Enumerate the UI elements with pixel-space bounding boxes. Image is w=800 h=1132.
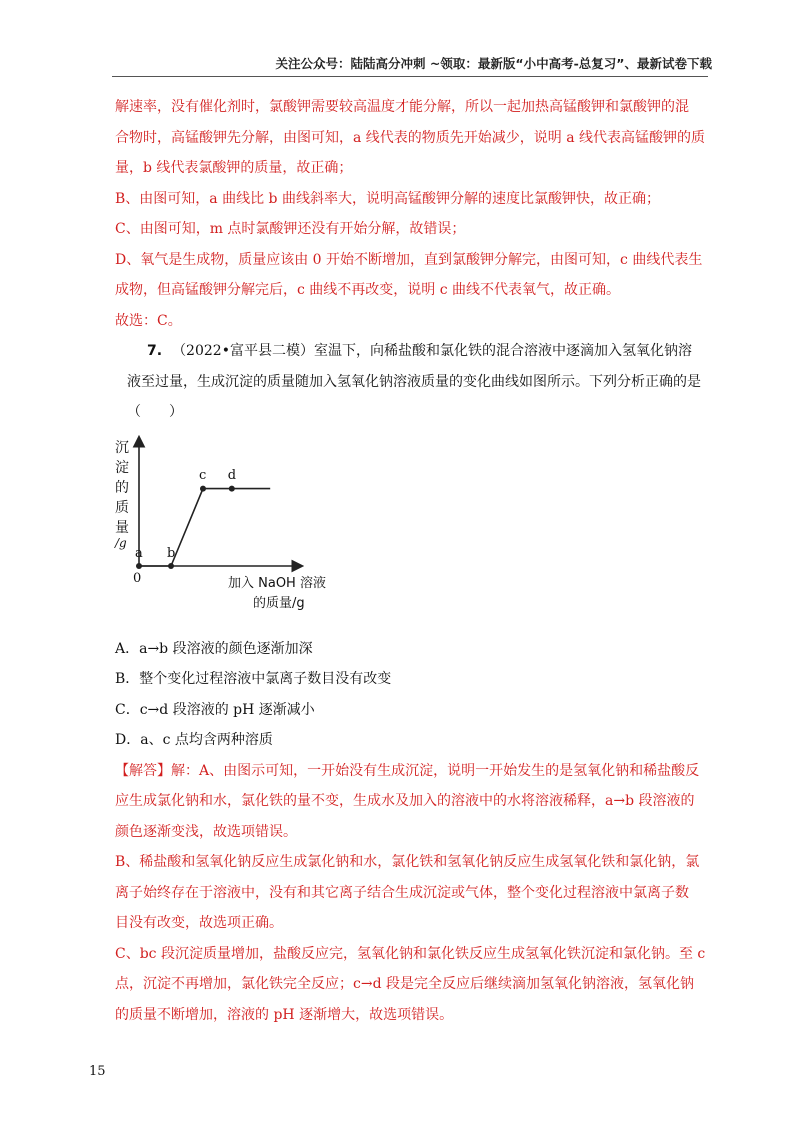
analysis-line: 解速率，没有催化剂时，氯酸钾需要较高温度才能分解，所以一起加热高锰酸钾和氯酸钾的混	[115, 99, 689, 115]
page-header: 关注公众号：陆陆高分冲刺 ~领取：最新版“小中高考-总复习”、最新试卷下载	[275, 56, 712, 71]
analysis-line: 合物时，高锰酸钾先分解，由图可知，a 线代表的物质先开始减少，说明 a 线代表高锰酸钾的质	[115, 129, 706, 146]
y-axis-label: 沉淀的质量	[115, 439, 129, 536]
y-axis-unit: /g	[115, 535, 127, 550]
solution-line: 离子始终存在于溶液中，没有和其它离子结合生成沉淀或气体，整个变化过程溶液中氯离子数	[115, 884, 689, 901]
analysis-line: 量，b 线代表氯酸钾的质量，故正确；	[115, 160, 353, 176]
solution-line: 应生成氯化钠和水，氯化铁的量不变，生成水及加入的溶液中的水将溶液稀释，a→b 段溶液的	[115, 793, 695, 809]
analysis-answer: 故选：C。	[115, 312, 182, 329]
point-label-b: b	[167, 545, 176, 561]
data-point-b	[168, 563, 174, 569]
solution-text: 解：A、由图示可知，一开始没有生成沉淀，说明一开始发生的是氢氧化钠和稀盐酸反	[171, 762, 700, 779]
analysis-line: C、由图可知，m 点时氯酸钾还没有开始分解，故错误；	[115, 221, 466, 237]
point-label-d: d	[227, 468, 237, 484]
x-axis-label: 加入 NaOH 溶液	[228, 575, 326, 591]
solution-line: B、稀盐酸和氢氧化钠反应生成氯化钠和水，氯化铁和氢氧化钠反应生成氢氧化铁和氯化钠，氯	[115, 854, 700, 870]
option-a: A．a→b 段溶液的颜色逐渐加深	[115, 640, 313, 657]
option-c: C．c→d 段溶液的 pH 逐渐减小	[115, 701, 315, 718]
point-label-a: a	[135, 545, 143, 561]
question-stem	[115, 336, 715, 367]
answer-bracket: （ ）	[127, 404, 183, 420]
document-body	[115, 92, 715, 1030]
question-line: 液至过量，生成沉淀的质量随加入氢氧化钠溶液质量的变化曲线如图所示。下列分析正确的是	[127, 373, 701, 390]
page-number: 15	[89, 1064, 106, 1079]
solution-line: 目没有改变，故选项正确。	[115, 915, 283, 931]
data-point-d	[229, 485, 235, 491]
series-line	[139, 488, 270, 565]
solution-line: 的质量不断增加，溶液的 pH 逐渐增大，故选项错误。	[115, 1006, 454, 1023]
solution-line: C、bc 段沉淀质量增加，盐酸反应完，氢氧化钠和氯化铁反应生成氢氧化铁沉淀和氯化钠。至 c	[115, 945, 706, 962]
analysis-line: D、氧气是生成物，质量应该由 0 开始不断增加，直到氯酸钾分解完，由图可知，c 曲线代表生	[115, 251, 703, 268]
point-label-c: c	[199, 468, 207, 484]
precipitate-mass-chart	[115, 434, 325, 630]
solution-tag: 【解答】	[115, 762, 171, 779]
x-axis-label-unit: 的质量/g	[253, 595, 305, 611]
solution-line: 点，沉淀不再增加，氯化铁完全反应；c→d 段是完全反应后继续滴加氢氧化钠溶液，氢氧化钠	[115, 976, 694, 992]
option-b: B．整个变化过程溶液中氯离子数目没有改变	[115, 671, 392, 687]
analysis-line: 成物，但高锰酸钾分解完后，c 曲线不再改变，说明 c 曲线不代表氧气，故正确。	[115, 282, 621, 298]
data-point-c	[200, 485, 206, 491]
solution-line: 颜色逐渐变浅，故选项错误。	[115, 823, 297, 840]
question-line: （2022•富平县二模）室温下，向稀盐酸和氯化铁的混合溶液中逐滴加入氢氧化钠溶	[172, 343, 692, 359]
header-divider	[112, 76, 708, 77]
solution-line	[115, 756, 715, 787]
data-points	[136, 485, 235, 568]
question-number: 7.	[147, 343, 163, 359]
origin-label: 0	[133, 570, 142, 586]
analysis-line: B、由图可知，a 曲线比 b 曲线斜率大，说明高锰酸钾分解的速度比氯酸钾快，故正确；	[115, 190, 660, 207]
data-point-a	[136, 563, 142, 569]
option-d: D．a、c 点均含两种溶质	[115, 732, 273, 748]
